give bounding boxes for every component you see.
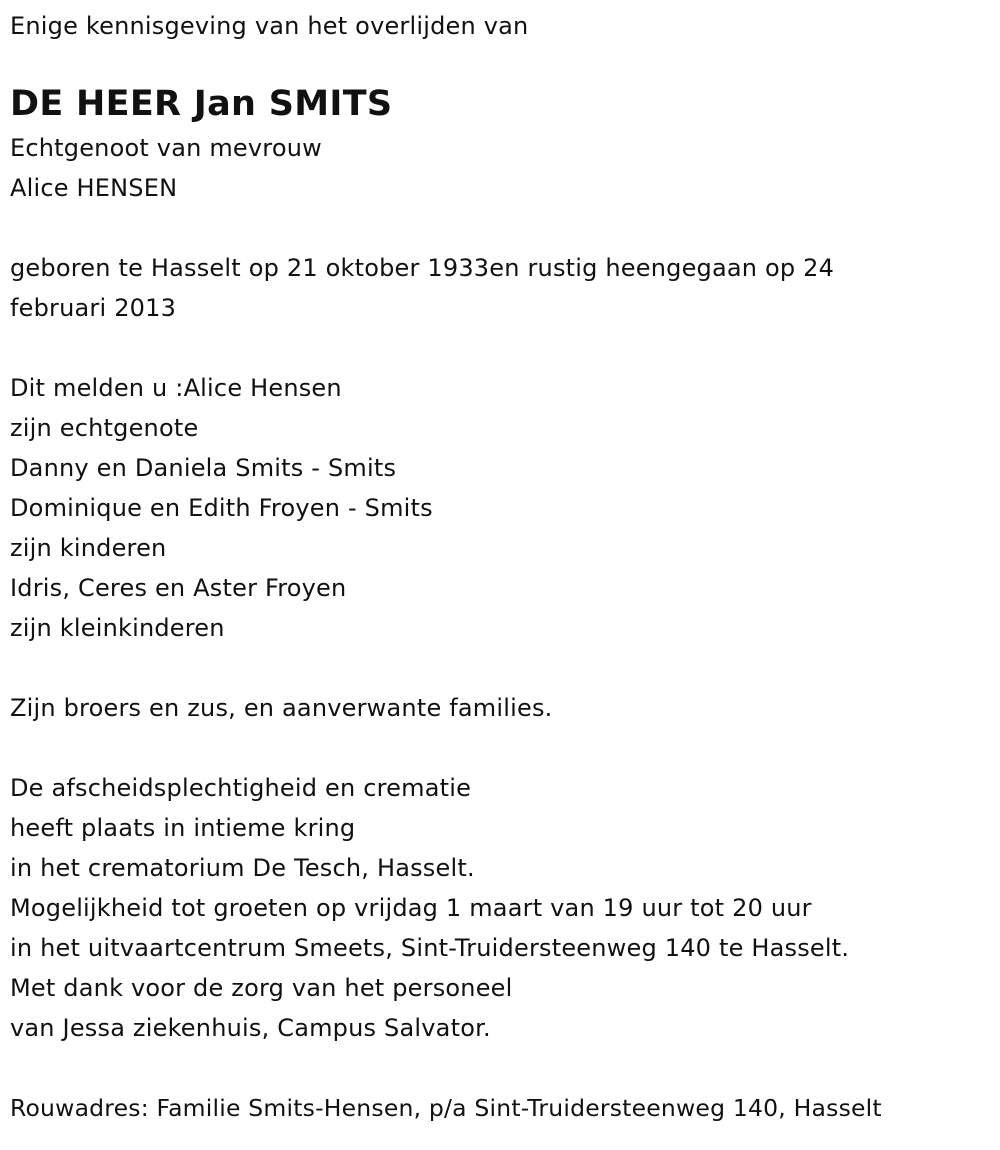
family-line: zijn echtgenote: [10, 414, 199, 442]
deceased-name: DE HEER Jan SMITS: [10, 84, 393, 124]
ceremony-line: Mogelijkheid tot groeten op vrijdag 1 maart van 19 uur tot 20 uur: [10, 894, 812, 922]
spacer: [10, 728, 995, 768]
spacer: [10, 208, 995, 248]
ceremony-line: Met dank voor de zorg van het personeel: [10, 974, 513, 1002]
family-line: zijn kinderen: [10, 534, 167, 562]
ceremony-line: in het crematorium De Tesch, Hasselt.: [10, 854, 475, 882]
birth-death-line-2: februari 2013: [10, 294, 177, 322]
family-line: Dominique en Edith Froyen - Smits: [10, 494, 433, 522]
ceremony-line: De afscheidsplechtigheid en crematie: [10, 774, 472, 802]
family-list: [10, 368, 995, 648]
family-line: Idris, Ceres en Aster Froyen: [10, 574, 347, 602]
ceremony-line: van Jessa ziekenhuis, Campus Salvator.: [10, 1014, 491, 1042]
spouse-name: Alice HENSEN: [10, 174, 178, 202]
ceremony-details: [10, 768, 995, 1048]
relatives-text: Zijn broers en zus, en aanverwante families.: [10, 694, 553, 722]
ceremony-line: heeft plaats in intieme kring: [10, 814, 356, 842]
spacer: [10, 328, 995, 368]
mourning-address: Rouwadres: Familie Smits-Hensen, p/a Sint-Truidersteenweg 140, Hasselt: [10, 1094, 882, 1122]
death-notice: [10, 6, 995, 1128]
family-line: Danny en Daniela Smits - Smits: [10, 454, 397, 482]
family-line: Dit melden u :Alice Hensen: [10, 374, 342, 402]
family-line: zijn kleinkinderen: [10, 614, 225, 642]
spacer: [10, 648, 995, 688]
birth-death-line-1: geboren te Hasselt op 21 oktober 1933en rustig heengegaan op 24: [10, 254, 835, 282]
intro-text: Enige kennisgeving van het overlijden van: [10, 12, 529, 40]
spacer: [10, 1048, 995, 1088]
spouse-label: Echtgenoot van mevrouw: [10, 134, 322, 162]
ceremony-line: in het uitvaartcentrum Smeets, Sint-Truidersteenweg 140 te Hasselt.: [10, 934, 850, 962]
